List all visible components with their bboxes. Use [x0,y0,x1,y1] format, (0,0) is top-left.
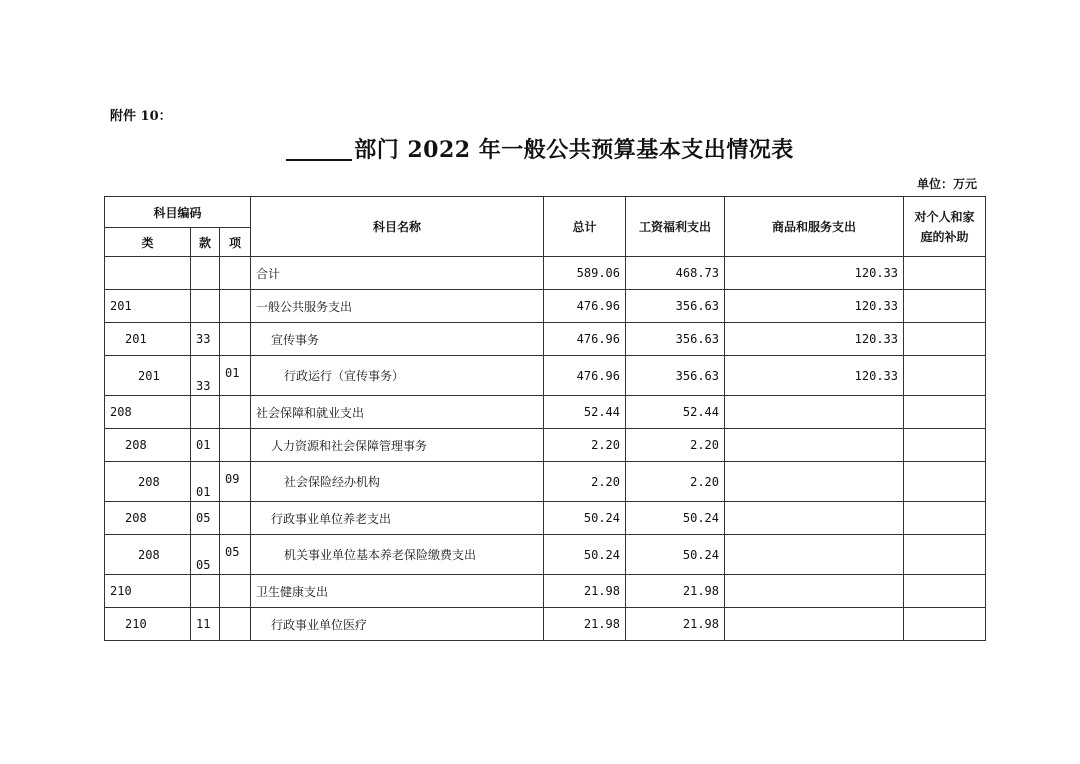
cell-xiang [220,575,251,608]
budget-table [104,196,986,641]
cell-wages: 2.20 [626,429,725,462]
header-goods: 商品和服务支出 [725,197,904,257]
cell-goods [725,535,904,575]
cell-kuan: 01 [191,429,220,462]
cell-subsidy [904,535,986,575]
cell-xiang [220,323,251,356]
cell-goods [725,396,904,429]
cell-goods [725,462,904,502]
cell-kuan: 33 [191,323,220,356]
cell-lei: 210 [105,575,191,608]
cell-total: 476.96 [544,290,626,323]
cell-lei: 208 [105,535,191,575]
table-row [105,429,986,462]
cell-goods: 120.33 [725,290,904,323]
cell-wages: 21.98 [626,575,725,608]
header-kuan: 款 [191,228,220,257]
cell-kuan: 01 [191,462,220,502]
cell-name: 卫生健康支出 [251,575,544,608]
cell-lei: 208 [105,462,191,502]
unit-label: 单位：万元 [916,177,977,191]
cell-kuan [191,396,220,429]
title-text: 部门 2022 年一般公共预算基本支出情况表 [354,137,794,163]
cell-subsidy [904,429,986,462]
cell-subsidy [904,396,986,429]
cell-total: 21.98 [544,575,626,608]
cell-goods [725,575,904,608]
cell-subsidy [904,502,986,535]
cell-xiang [220,429,251,462]
cell-xiang [220,290,251,323]
department-blank-line [286,135,352,161]
table-row [105,356,986,396]
cell-kuan [191,257,220,290]
cell-subsidy [904,257,986,290]
cell-lei: 210 [105,608,191,641]
cell-lei: 208 [105,502,191,535]
cell-kuan [191,575,220,608]
header-total: 总计 [544,197,626,257]
cell-subsidy [904,323,986,356]
table-row [105,396,986,429]
cell-name: 一般公共服务支出 [251,290,544,323]
cell-name: 行政事业单位养老支出 [251,502,544,535]
cell-subsidy [904,290,986,323]
cell-goods: 120.33 [725,323,904,356]
cell-subsidy [904,575,986,608]
cell-goods [725,502,904,535]
cell-kuan [191,290,220,323]
cell-lei: 201 [105,356,191,396]
cell-wages: 356.63 [626,356,725,396]
cell-xiang [220,502,251,535]
cell-goods [725,429,904,462]
table-row [105,462,986,502]
cell-subsidy [904,608,986,641]
cell-subsidy [904,356,986,396]
cell-goods [725,608,904,641]
cell-wages: 50.24 [626,535,725,575]
cell-name: 人力资源和社会保障管理事务 [251,429,544,462]
cell-total: 50.24 [544,502,626,535]
cell-wages: 356.63 [626,323,725,356]
cell-total: 52.44 [544,396,626,429]
cell-xiang [220,396,251,429]
cell-lei: 201 [105,323,191,356]
cell-xiang [220,257,251,290]
attachment-label: 附件 10： [110,109,172,124]
cell-total: 476.96 [544,356,626,396]
table-row [105,575,986,608]
cell-total: 21.98 [544,608,626,641]
table-row [105,535,986,575]
cell-total: 2.20 [544,429,626,462]
cell-total: 50.24 [544,535,626,575]
cell-lei: 208 [105,429,191,462]
cell-wages: 2.20 [626,462,725,502]
cell-lei: 208 [105,396,191,429]
cell-wages: 50.24 [626,502,725,535]
cell-kuan: 05 [191,535,220,575]
cell-kuan: 11 [191,608,220,641]
cell-wages: 52.44 [626,396,725,429]
cell-xiang: 05 [220,535,251,575]
cell-wages: 468.73 [626,257,725,290]
header-name: 科目名称 [251,197,544,257]
cell-kuan: 05 [191,502,220,535]
cell-lei: 201 [105,290,191,323]
cell-name: 合计 [251,257,544,290]
header-xiang: 项 [220,228,251,257]
header-wages: 工资福利支出 [626,197,725,257]
table-row [105,502,986,535]
cell-lei [105,257,191,290]
table-row [105,323,986,356]
cell-goods: 120.33 [725,257,904,290]
table-row [105,608,986,641]
cell-wages: 356.63 [626,290,725,323]
cell-name: 机关事业单位基本养老保险缴费支出 [251,535,544,575]
table-row [105,290,986,323]
cell-xiang: 09 [220,462,251,502]
cell-subsidy [904,462,986,502]
cell-wages: 21.98 [626,608,725,641]
cell-name: 行政事业单位医疗 [251,608,544,641]
cell-name: 行政运行（宣传事务） [251,356,544,396]
cell-name: 社会保险经办机构 [251,462,544,502]
cell-goods: 120.33 [725,356,904,396]
cell-xiang: 01 [220,356,251,396]
header-code-group: 科目编码 [105,197,251,228]
header-lei: 类 [105,228,191,257]
table-row [105,257,986,290]
page-title [0,133,1080,164]
cell-total: 476.96 [544,323,626,356]
cell-total: 589.06 [544,257,626,290]
cell-xiang [220,608,251,641]
cell-kuan: 33 [191,356,220,396]
cell-name: 宣传事务 [251,323,544,356]
header-subsidy: 对个人和家庭的补助 [904,197,986,257]
cell-name: 社会保障和就业支出 [251,396,544,429]
cell-total: 2.20 [544,462,626,502]
